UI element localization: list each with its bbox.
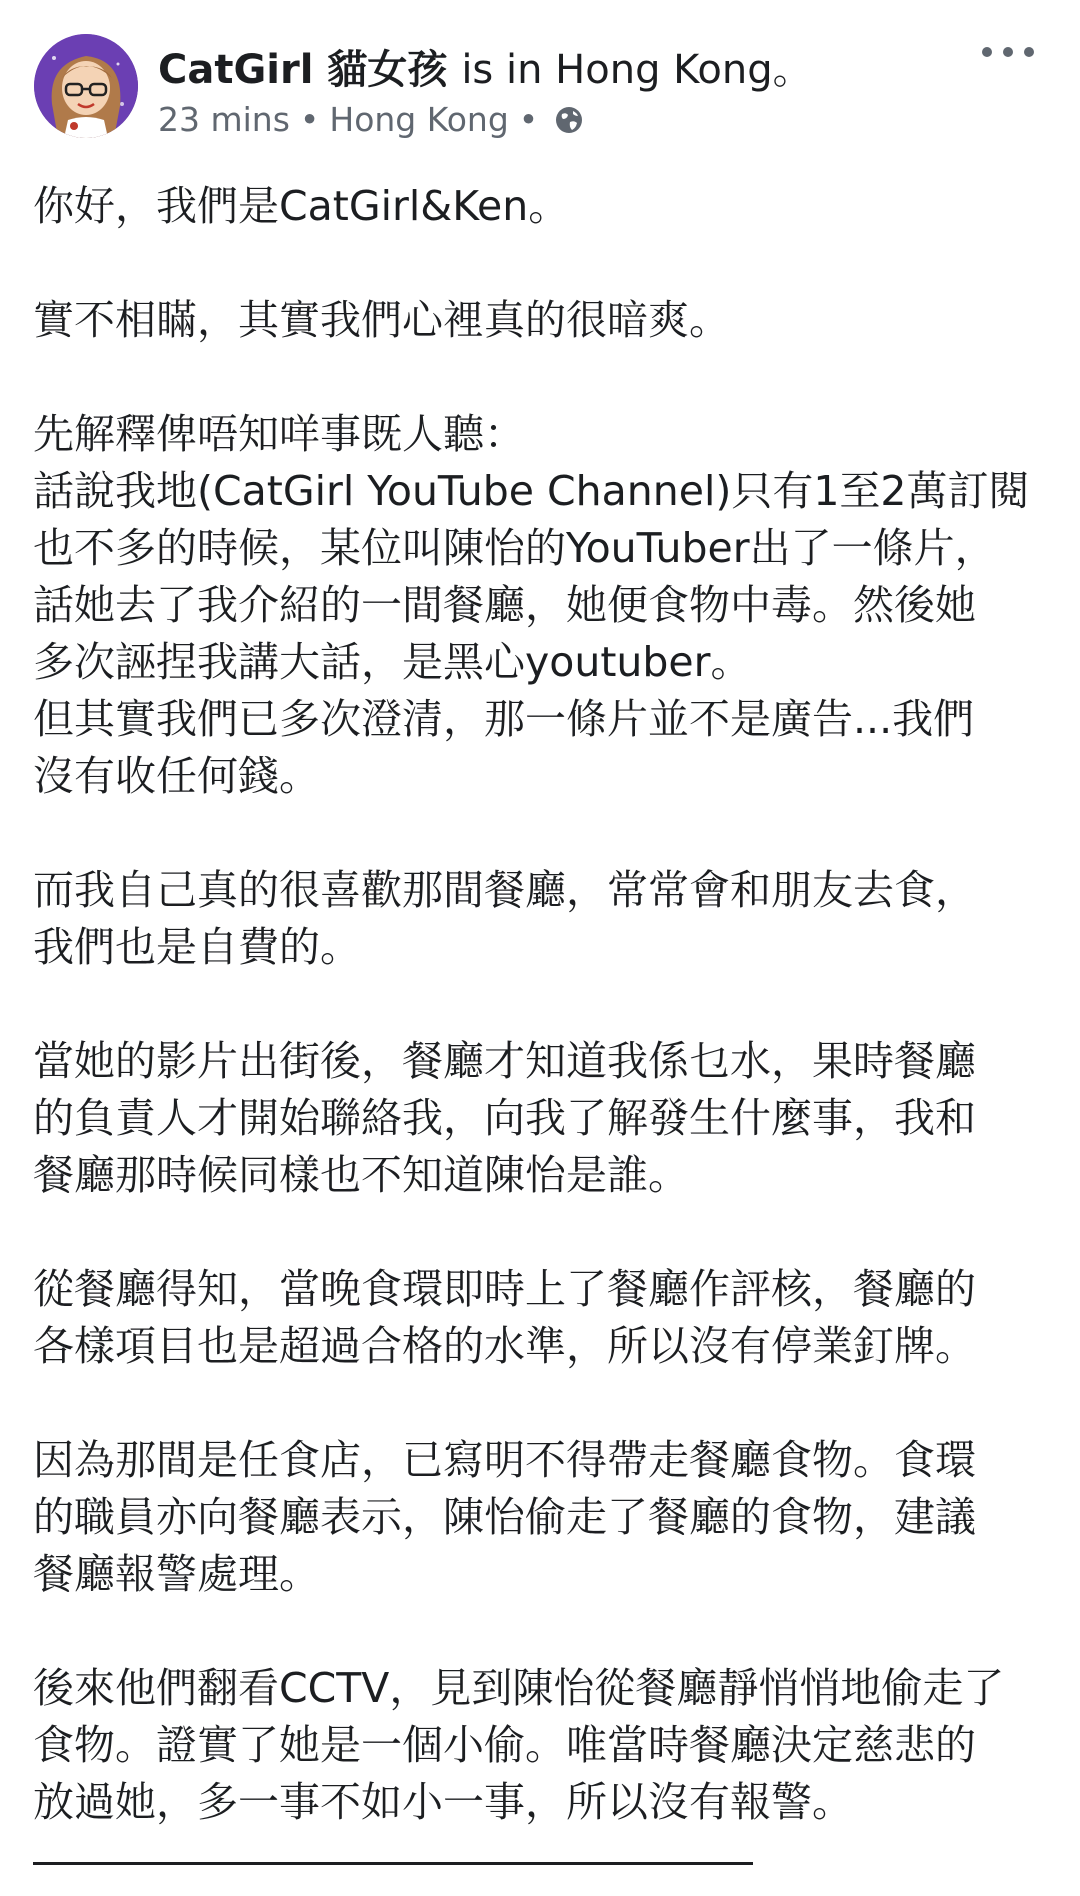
post-text-line: 放過她，多一事不如小一事，所以沒有報警。 — [33, 1778, 853, 1826]
post-body — [33, 178, 1043, 1888]
avatar[interactable] — [34, 34, 138, 138]
author-name-link[interactable]: CatGirl 貓女孩 — [158, 47, 448, 93]
post-paragraph — [33, 178, 1043, 235]
post-paragraph — [33, 406, 1043, 805]
meta-separator: • — [518, 100, 539, 139]
post-text-line: 各樣項目也是超過合格的水準，所以沒有停業釘牌。 — [33, 1322, 976, 1370]
post-text-line: 話說我地(CatGirl YouTube Channel)只有1至2萬訂閱 — [33, 467, 1030, 515]
post-text-line: 先解釋俾唔知咩事既人聽： — [33, 410, 525, 458]
more-dots-icon — [1024, 47, 1034, 57]
checkin-text: is in Hong Kong。 — [461, 47, 813, 93]
post-text-line: 的職員亦向餐廳表示，陳怡偷走了餐廳的食物，建議 — [33, 1493, 976, 1541]
post-text-line: 的負責人才開始聯絡我，向我了解發生什麼事，我和 — [33, 1094, 976, 1142]
post-text-line: 實不相瞞，其實我們心裡真的很暗爽。 — [33, 296, 730, 344]
post-paragraph — [33, 1261, 1043, 1375]
post-meta — [158, 100, 584, 139]
post-text-line: 你好，我們是CatGirl&Ken。 — [33, 182, 570, 230]
post-text-line: 從餐廳得知，當晚食環即時上了餐廳作評核，餐廳的 — [33, 1265, 976, 1313]
post-author-line — [158, 38, 813, 95]
post-text-line: 當她的影片出街後，餐廳才知道我係乜水，果時餐廳 — [33, 1037, 976, 1085]
avatar-illustration — [34, 34, 138, 138]
post-text-line: 餐廳那時候同樣也不知道陳怡是誰。 — [33, 1151, 689, 1199]
post-text-line: 沒有收任何錢。 — [33, 752, 320, 800]
more-options-button[interactable] — [982, 40, 1034, 64]
post-text-line: 但其實我們已多次澄清，那一條片並不是廣告...我們 — [33, 695, 975, 743]
post-text-line: 多次誣捏我講大話，是黑心youtuber。 — [33, 638, 752, 686]
post-header — [0, 0, 1080, 150]
post-text-line: 而我自己真的很喜歡那間餐廳，常常會和朋友去食， — [33, 866, 976, 914]
post-text-line: 也不多的時候，某位叫陳怡的YouTuber出了一條片， — [33, 524, 996, 572]
post-text-line: 話她去了我介紹的一間餐廳，她便食物中毒。然後她 — [33, 581, 976, 629]
post-paragraph — [33, 862, 1043, 976]
more-dots-icon — [982, 47, 992, 57]
post-text-line: 餐廳報警處理。 — [33, 1550, 320, 1598]
text-divider — [33, 1862, 753, 1865]
post-location[interactable]: Hong Kong — [329, 100, 509, 139]
post-paragraph — [33, 1432, 1043, 1603]
post-text-line: 我們也是自費的。 — [33, 923, 361, 971]
more-dots-icon — [1003, 47, 1013, 57]
post-paragraph — [33, 292, 1043, 349]
post-paragraph — [33, 1660, 1043, 1831]
post-text-line: 食物。證實了她是一個小偷。唯當時餐廳決定慈悲的 — [33, 1721, 976, 1769]
meta-separator: • — [299, 100, 320, 139]
post-time[interactable]: 23 mins — [158, 100, 290, 139]
post-text-line: 後來他們翻看CCTV，見到陳怡從餐廳靜悄悄地偷走了 — [33, 1664, 1005, 1712]
globe-icon[interactable] — [554, 105, 584, 135]
post-paragraph — [33, 1033, 1043, 1204]
post-text-line: 因為那間是任食店，已寫明不得帶走餐廳食物。食環 — [33, 1436, 976, 1484]
